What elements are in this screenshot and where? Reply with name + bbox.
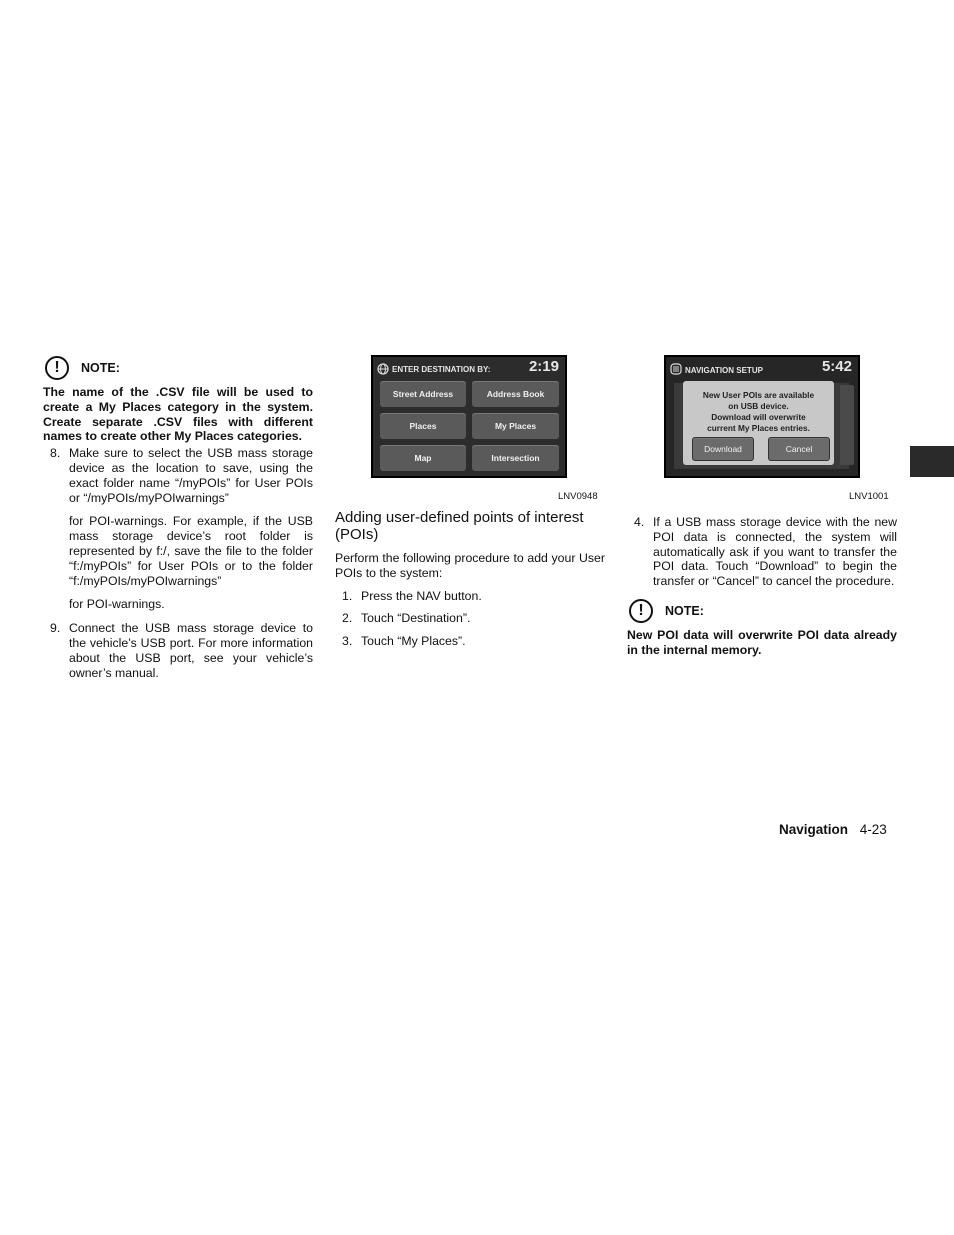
map-button[interactable]: Map	[380, 445, 466, 471]
list-item	[627, 515, 897, 589]
middle-column	[335, 509, 605, 649]
note-text: New POI data will overwrite POI data already in the internal memory.	[627, 627, 897, 657]
step-number: 2.	[342, 611, 353, 626]
note-text: The name of the .CSV file will be used to create a My Places category in the system. Create separate .CSV files with different names to create other My Places categories.	[43, 385, 313, 444]
list-item	[335, 634, 605, 649]
step-number: 1.	[342, 588, 353, 603]
screen-title: NAVIGATION SETUP	[685, 366, 763, 375]
note-header	[43, 355, 313, 381]
figure-caption: LNV1001	[849, 491, 889, 502]
navigation-setup-screenshot	[664, 355, 860, 478]
section-tab	[910, 446, 954, 477]
address-book-button[interactable]: Address Book	[472, 381, 559, 407]
item-paragraph: for POI-warnings. For example, if the USB mass storage device’s root folder is represented by f:/, save the file to the folder “f:/myPOIs” for User POIs or to the folder “f:/myPOIs/myPOIwarnings”	[69, 514, 313, 588]
screen-title: ENTER DESTINATION BY:	[392, 365, 491, 374]
setup-icon	[670, 363, 682, 375]
my-places-button[interactable]: My Places	[472, 413, 559, 439]
scrollbar[interactable]	[840, 385, 854, 465]
download-button[interactable]: Download	[692, 437, 754, 461]
step-text: Touch “Destination”.	[361, 611, 471, 626]
step-text: Touch “My Places”.	[361, 634, 466, 649]
globe-icon	[377, 363, 389, 375]
intro-text: Perform the following procedure to add your User POIs to the system:	[335, 551, 605, 580]
item-number: 9.	[50, 621, 61, 636]
step-text: Press the NAV button.	[361, 588, 482, 603]
left-column	[43, 355, 313, 680]
list-item	[335, 589, 605, 604]
cancel-button[interactable]: Cancel	[768, 437, 830, 461]
intersection-button[interactable]: Intersection	[472, 445, 559, 471]
footer-section: Navigation	[779, 822, 849, 837]
dialog-line: on USB device.	[728, 401, 789, 411]
page-footer	[779, 822, 887, 837]
list-item	[43, 446, 313, 505]
item-paragraph: for POI-warnings.	[69, 597, 165, 612]
list-item	[335, 611, 605, 626]
destination-screen	[373, 357, 565, 476]
destination-screenshot	[371, 355, 567, 478]
step-text: If a USB mass storage device with the new POI data is connected, the system will automatically ask if you want to transfer the POI data. Touch “Download” to begin the transfer or “Cancel” to cancel the procedure.	[653, 515, 897, 589]
right-column	[627, 515, 897, 658]
download-dialog	[683, 381, 834, 465]
exclamation-circle-icon: !	[629, 599, 653, 623]
note-header	[627, 598, 897, 624]
note-label: NOTE:	[665, 603, 704, 618]
item-text: Connect the USB mass storage device to the vehicle’s USB port. For more information about the USB port, see your vehicle’s owner’s manual.	[69, 621, 313, 680]
screen-clock: 5:42	[821, 358, 852, 375]
section-heading: Adding user-defined points of interest (POIs)	[335, 509, 584, 543]
footer-page-number: 4-23	[859, 822, 887, 837]
step-number: 3.	[342, 634, 353, 649]
street-address-button[interactable]: Street Address	[380, 381, 466, 407]
dialog-line: New User POIs are available	[702, 390, 815, 400]
list-item	[43, 621, 313, 680]
exclamation-circle-icon: !	[45, 356, 69, 380]
dialog-line: Download will overwrite	[711, 412, 806, 422]
screen-clock: 2:19	[528, 358, 559, 375]
places-button[interactable]: Places	[380, 413, 466, 439]
dialog-line: current My Places entries.	[707, 423, 810, 433]
note-label: NOTE:	[81, 360, 120, 375]
navigation-setup-screen	[666, 357, 858, 476]
item-text: Make sure to select the USB mass storage device as the location to save, using the exact folder name “/myPOIs” for User POIs or “/myPOIs/myPOIwarnings”	[69, 446, 313, 505]
item-number: 8.	[50, 446, 61, 461]
step-number: 4.	[634, 515, 645, 529]
figure-caption: LNV0948	[558, 491, 598, 502]
dialog-message	[683, 390, 834, 434]
